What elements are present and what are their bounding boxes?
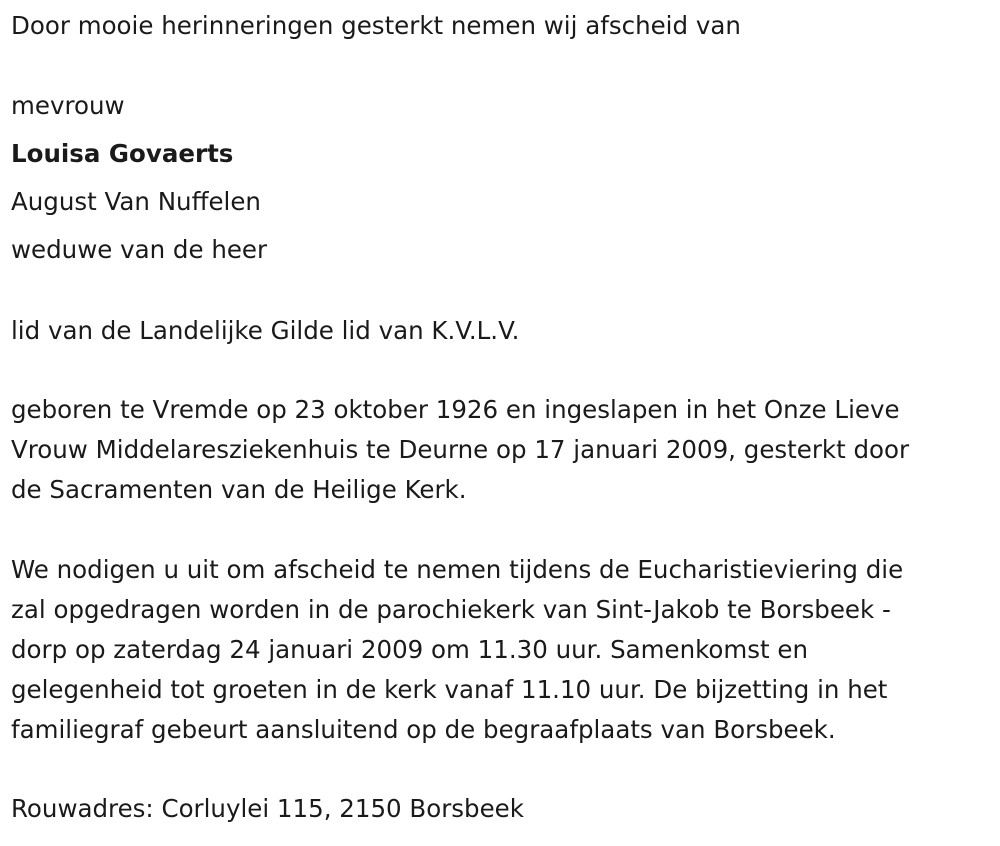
paragraph-line: zal opgedragen worden in de parochiekerk van Sint-Jakob te Borsbeek - [11, 595, 891, 624]
address-text: Rouwadres: Corluylei 115, 2150 Borsbeek [11, 794, 524, 823]
paragraph-line: de Sacramenten van de Heilige Kerk. [11, 475, 467, 504]
widow-of-text: weduwe van de heer [11, 235, 268, 264]
paragraph-line: gelegenheid tot groeten in de kerk vanaf 11.10 uur. De bijzetting in het [11, 675, 888, 704]
title-text: mevrouw [11, 91, 125, 120]
intro-text: Door mooie herinneringen gesterkt nemen wij afscheid van [11, 11, 741, 40]
spouse-name: August Van Nuffelen [11, 187, 261, 216]
paragraph-line: geboren te Vremde op 23 oktober 1926 en ingeslapen in het Onze Lieve [11, 395, 900, 424]
paragraph-line: dorp op zaterdag 24 januari 2009 om 11.30 uur. Samenkomst en [11, 635, 809, 664]
birth-death-paragraph [11, 390, 909, 510]
paragraph-line: familiegraf gebeurt aansluitend op de begraafplaats van Borsbeek. [11, 715, 836, 744]
membership-text: lid van de Landelijke Gilde lid van K.V.L.V. [11, 316, 520, 345]
paragraph-line: Vrouw Middelaresziekenhuis te Deurne op 17 januari 2009, gesterkt door [11, 435, 910, 464]
deceased-name: Louisa Govaerts [11, 139, 234, 168]
service-paragraph [11, 550, 903, 750]
paragraph-line: We nodigen u uit om afscheid te nemen tijdens de Eucharistieviering die [11, 555, 904, 584]
